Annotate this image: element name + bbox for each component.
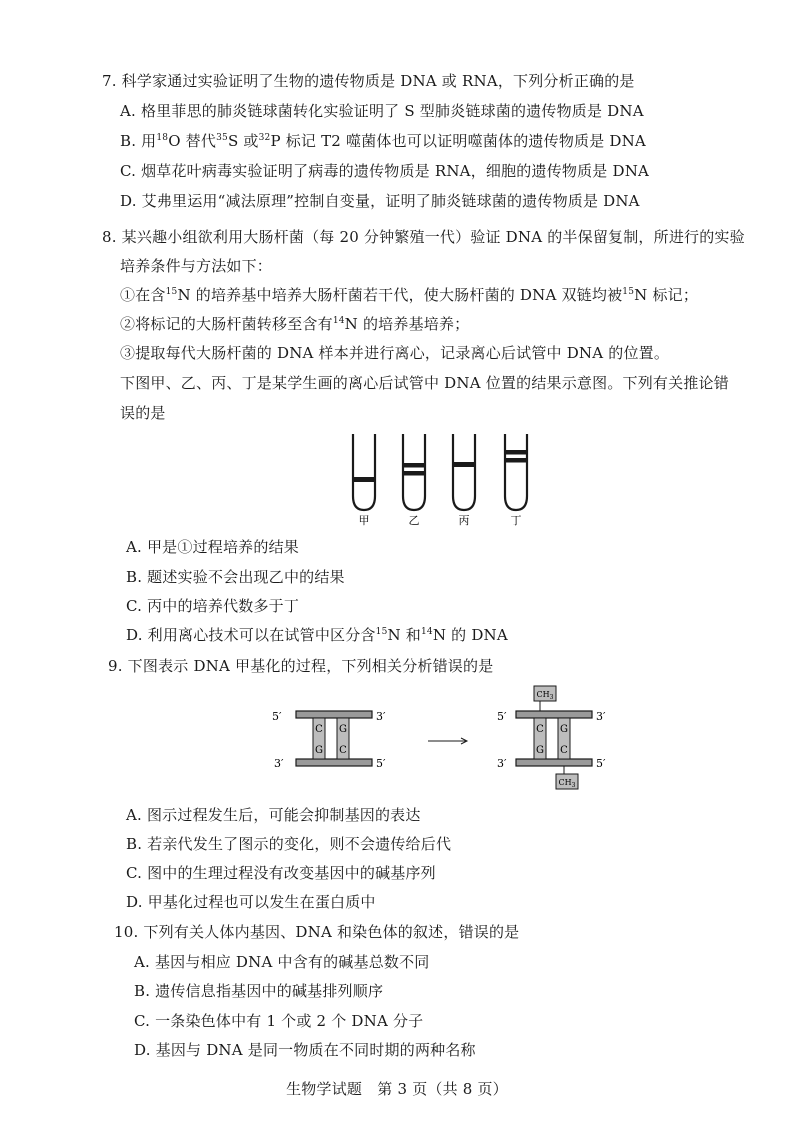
q7-option-b: B. 用$^{18}$O 替代$^{35}$S 或$^{32}$P 标记 T2 噬菌体也可以证明噬菌体的遗传物质是 DNA [120,132,646,150]
q8-step-2: ②将标记的大肠杆菌转移至含有$^{14}$N 的培养基培养； [120,315,470,333]
q10-option-a: A. 基因与相应 DNA 中含有的碱基总数不同 [134,953,430,971]
dna-band [506,458,526,463]
tube-ding [505,434,527,527]
dna-strand-top [296,711,372,718]
svg-text:CH3: $CH_3$ [558,778,576,789]
dna-band [454,462,474,467]
svg-text:3′: 3′ [376,710,386,723]
q8-step-1: ①在含$^{15}$N 的培养基中培养大肠杆菌若干代，使大肠杆菌的 DNA 双链均被$^{15}$N 标记； [120,286,699,304]
dna-strand-top [516,711,592,718]
base-g: G [315,745,323,756]
svg-text:3′: 3′ [497,757,507,770]
q8-step-3: ③提取每代大肠杆菌的 DNA 样本并进行离心，记录离心后试管中 DNA 的位置。 [120,344,670,362]
q8-stem-line1: 8. 某兴趣小组欲利用大肠杆菌（每 20 分钟繁殖一代）验证 DNA 的半保留复制，所进行的实验 [102,228,745,246]
q9-stem: 9. 下图表示 DNA 甲基化的过程，下列相关分析错误的是 [108,657,494,675]
tube-bing [453,434,475,527]
q8-description-line2: 误的是 [120,404,166,422]
q10-option-d: D. 基因与 DNA 是同一物质在不同时期的两种名称 [134,1041,476,1059]
q8-description-line1: 下图甲、乙、丙、丁是某学生画的离心后试管中 DNA 位置的结果示意图。下列有关推论错 [120,374,729,392]
q7-option-c: C. 烟草花叶病毒实验证明了病毒的遗传物质是 RNA，细胞的遗传物质是 DNA [120,162,650,180]
base-g: G [339,724,347,735]
q8-option-c: C. 丙中的培养代数多于丁 [126,597,300,615]
base-c: C [339,745,347,756]
dna-strand-bottom [516,759,592,766]
q9-option-d: D. 甲基化过程也可以发生在蛋白质中 [126,893,376,911]
svg-text:5′: 5′ [497,710,507,723]
arrow-icon [428,738,467,744]
base-c: C [536,724,544,735]
centrifuge-tubes-figure [340,428,540,528]
q9-option-c: C. 图中的生理过程没有改变基因中的碱基序列 [126,864,436,882]
base-g: G [560,724,568,735]
svg-text:5′: 5′ [376,757,386,770]
dna-methylation-diagram [268,683,618,793]
q7-option-a: A. 格里菲思的肺炎链球菌转化实验证明了 S 型肺炎链球菌的遗传物质是 DNA [120,102,644,120]
q10-option-b: B. 遗传信息指基因中的碱基排列顺序 [134,982,384,1000]
svg-text:3′: 3′ [596,710,606,723]
tube-label: 丙 [458,514,470,527]
q10-stem: 10. 下列有关人体内基因、DNA 和染色体的叙述，错误的是 [114,923,520,941]
unmethylated-dna [272,710,386,770]
tube-label: 丁 [510,514,522,527]
q7-option-d: D. 艾弗里运用“减法原理”控制自变量，证明了肺炎链球菌的遗传物质是 DNA [120,192,640,210]
svg-text:CH3: $CH_3$ [536,690,554,701]
tube-jia [353,434,375,527]
base-g: G [536,745,544,756]
svg-text:3′: 3′ [274,757,284,770]
tube-label: 乙 [408,514,420,527]
q8-option-a: A. 甲是①过程培养的结果 [126,538,299,556]
q8-option-b: B. 题述实验不会出现乙中的结果 [126,568,345,586]
dna-band [404,463,424,468]
q10-option-c: C. 一条染色体中有 1 个或 2 个 DNA 分子 [134,1012,424,1030]
q9-option-b: B. 若亲代发生了图示的变化，则不会遗传给后代 [126,835,452,853]
svg-text:5′: 5′ [596,757,606,770]
q8-stem-line2: 培养条件与方法如下： [120,257,273,275]
tube-yi [403,434,425,527]
dna-band [354,477,374,482]
q8-option-d: D. 利用离心技术可以在试管中区分含$^{15}$N 和$^{14}$N 的 DNA [126,626,508,644]
methylated-dna [497,686,606,789]
page-footer: 生物学试题 第 3 页（共 8 页） [286,1080,508,1098]
svg-text:5′: 5′ [272,710,282,723]
base-c: C [315,724,323,735]
dna-band [404,471,424,476]
dna-band [506,450,526,455]
dna-strand-bottom [296,759,372,766]
q7-stem: 7. 科学家通过实验证明了生物的遗传物质是 DNA 或 RNA，下列分析正确的是 [102,72,635,90]
tube-label: 甲 [358,514,370,527]
base-c: C [560,745,568,756]
q9-option-a: A. 图示过程发生后，可能会抑制基因的表达 [126,806,421,824]
